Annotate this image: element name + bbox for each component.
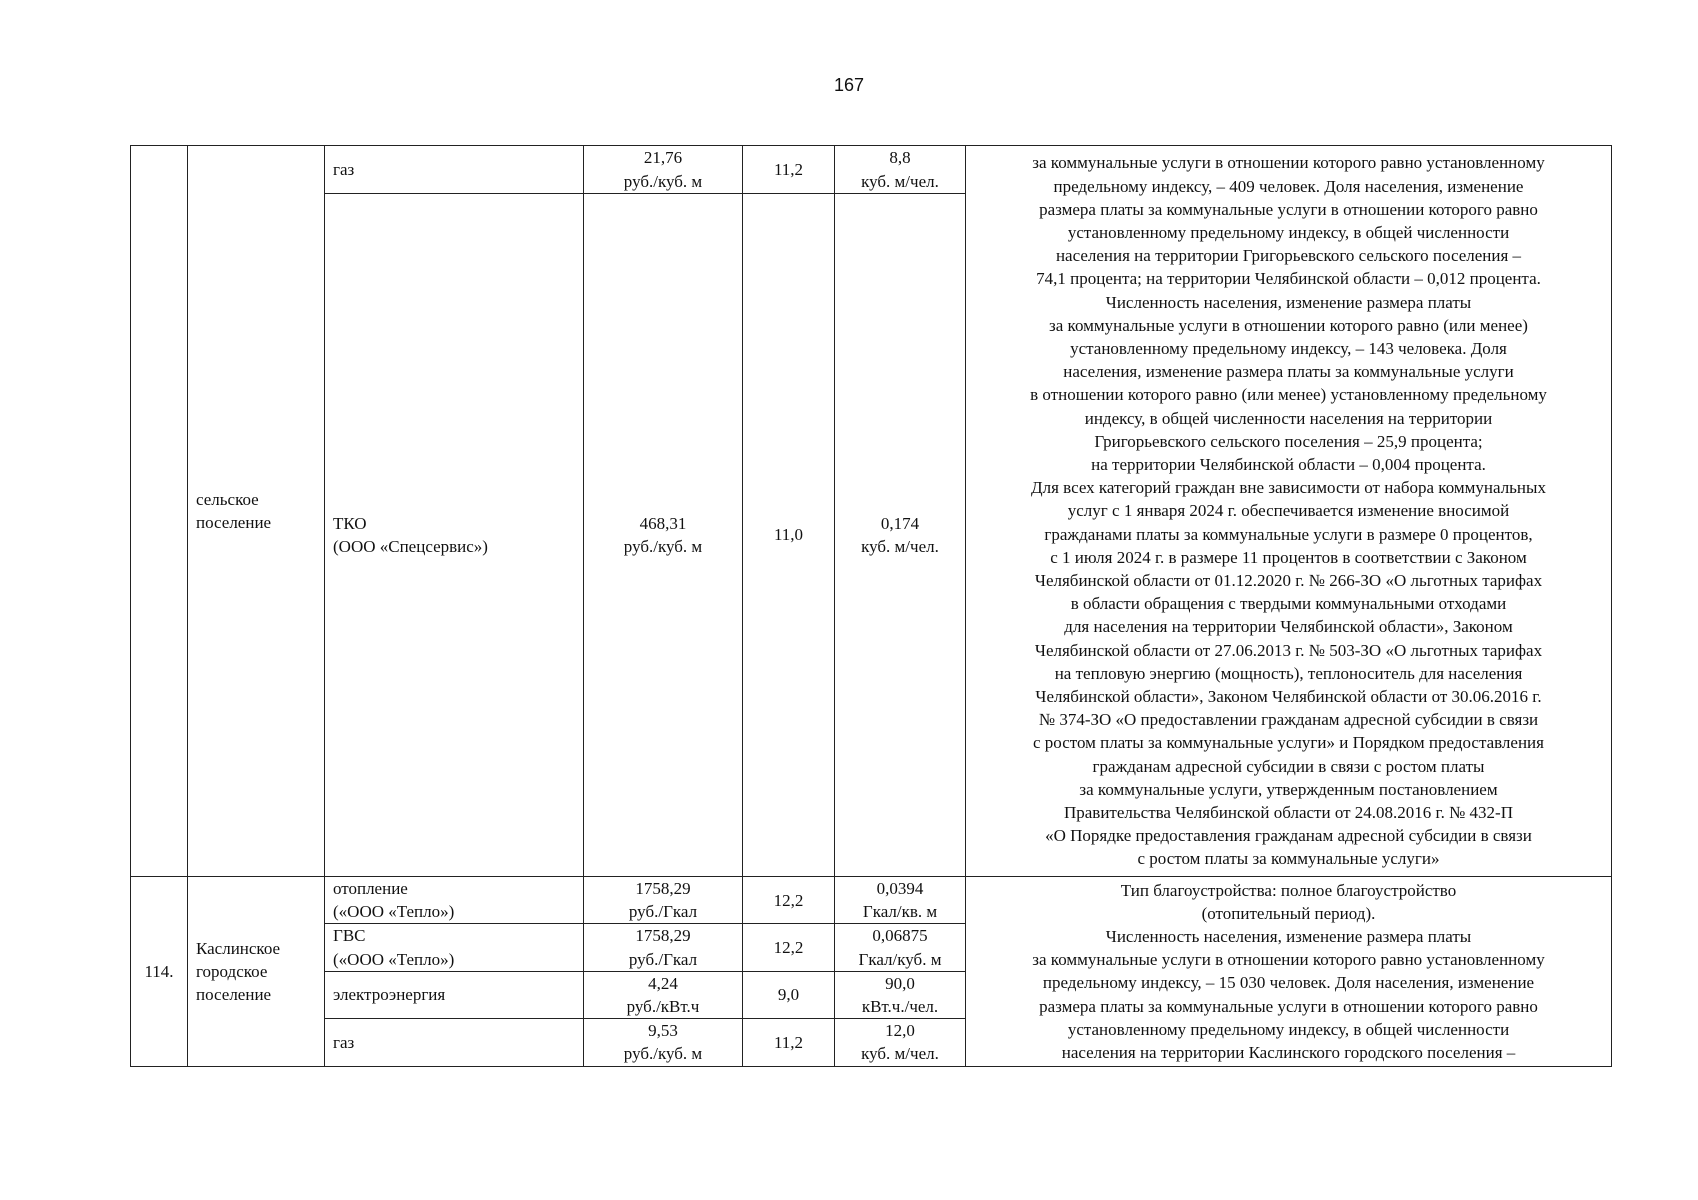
table-row bbox=[131, 146, 1612, 194]
tariff-value: руб./куб. м bbox=[623, 171, 703, 191]
note-line: Григорьевского сельского поселения – 25,9 процента; bbox=[1094, 431, 1483, 451]
tariff-value: 1758,29 bbox=[635, 879, 691, 898]
note-cell bbox=[966, 877, 1612, 1067]
volume-value: Гкал/куб. м bbox=[858, 949, 942, 969]
note-line: предельному индексу, – 15 030 человек. Доля населения, изменение bbox=[1042, 973, 1535, 993]
table-row bbox=[131, 877, 1612, 924]
service-cell bbox=[325, 194, 584, 877]
service-cell bbox=[325, 1019, 584, 1066]
tariff-value: руб./Гкал bbox=[628, 902, 698, 922]
tariff-cell bbox=[584, 194, 743, 877]
index-cell: 12,2 bbox=[743, 877, 835, 924]
note-line: с ростом платы за коммунальные услуги» bbox=[1137, 849, 1440, 869]
service-name: газ bbox=[333, 1032, 355, 1052]
service-name: электроэнергия bbox=[333, 985, 446, 1005]
volume-cell bbox=[835, 194, 966, 877]
volume-value: 0,174 bbox=[880, 513, 920, 533]
note-line: за коммунальные услуги в отношении которого равно установленному bbox=[1032, 950, 1545, 970]
service-name: («ООО «Тепло») bbox=[333, 949, 455, 969]
tariff-value: руб./Гкал bbox=[628, 949, 698, 969]
tariff-value: 468,31 bbox=[639, 513, 687, 533]
tariff-value: руб./куб. м bbox=[623, 537, 703, 556]
note-line: с ростом платы за коммунальные услуги» и Порядком предоставления bbox=[1033, 733, 1544, 753]
volume-value: 8,8 bbox=[889, 148, 911, 168]
note-line: в области обращения с твердыми коммунальными отходами bbox=[1070, 594, 1507, 614]
tariff-cell bbox=[584, 1019, 743, 1066]
note-line: за коммунальные услуги в отношении которого равно установленному bbox=[1032, 153, 1545, 173]
tariff-value: руб./куб. м bbox=[623, 1044, 703, 1064]
index-cell: 12,2 bbox=[743, 924, 835, 971]
note-line: Челябинской области от 27.06.2013 г. № 503-ЗО «О льготных тарифах bbox=[1034, 640, 1543, 660]
note-line: № 374-ЗО «О предоставлении гражданам адресной субсидии в связи bbox=[1038, 710, 1539, 730]
volume-value: куб. м/чел. bbox=[861, 537, 939, 556]
note-line: услуг с 1 января 2024 г. обеспечивается изменение вносимой bbox=[1067, 501, 1510, 521]
service-name: отопление bbox=[333, 879, 408, 898]
page-number: 167 bbox=[833, 75, 865, 95]
note-line: на тепловую энергию (мощность), теплоноситель для населения bbox=[1054, 663, 1523, 683]
service-name: ТКО bbox=[333, 513, 367, 533]
note-line: населения, изменение размера платы за коммунальные услуги bbox=[1063, 362, 1514, 382]
volume-value: куб. м/чел. bbox=[861, 171, 939, 191]
volume-cell bbox=[835, 877, 966, 924]
index-cell: 9,0 bbox=[743, 971, 835, 1018]
municipality-name: городское bbox=[196, 961, 268, 981]
service-name: ГВС bbox=[333, 926, 366, 946]
index-cell: 11,0 bbox=[743, 194, 835, 877]
note-line: Численность населения, изменение размера платы bbox=[1105, 926, 1472, 946]
volume-value: куб. м/чел. bbox=[861, 1044, 939, 1064]
note-line: гражданами платы за коммунальные услуги в размере 0 процентов, bbox=[1044, 524, 1533, 544]
note-line: с 1 июля 2024 г. в размере 11 процентов в соответствии с Законом bbox=[1050, 547, 1527, 567]
service-cell bbox=[325, 924, 584, 971]
tariff-value: руб./кВт.ч bbox=[626, 997, 700, 1017]
note-line: населения на территории Григорьевского сельского поселения – bbox=[1055, 246, 1522, 266]
note-line: установленному предельному индексу, в общей численности bbox=[1067, 1019, 1510, 1039]
municipality-name: сельское bbox=[196, 489, 259, 509]
volume-value: 0,0394 bbox=[876, 879, 924, 898]
volume-cell bbox=[835, 924, 966, 971]
note-line: (отопительный период). bbox=[1201, 903, 1376, 923]
note-line: Правительства Челябинской области от 24.08.2016 г. № 432-П bbox=[1063, 803, 1513, 823]
row-number bbox=[131, 146, 188, 877]
note-line: установленному предельному индексу, – 143 человека. Доля bbox=[1070, 338, 1507, 358]
note-line: за коммунальные услуги, утвержденным постановлением bbox=[1079, 779, 1498, 799]
note-line: Челябинской области от 01.12.2020 г. № 266-ЗО «О льготных тарифах bbox=[1034, 571, 1543, 590]
service-cell bbox=[325, 971, 584, 1018]
service-cell bbox=[325, 877, 584, 924]
note-line: «О Порядке предоставления гражданам адресной субсидии в связи bbox=[1045, 826, 1532, 846]
municipality-cell bbox=[188, 877, 325, 1067]
note-line: Челябинской области», Законом Челябинской области от 30.06.2016 г. bbox=[1035, 687, 1542, 707]
note-line: размера платы за коммунальные услуги в отношении которого равно bbox=[1039, 996, 1538, 1016]
note-line: предельному индексу, – 409 человек. Доля населения, изменение bbox=[1053, 176, 1524, 196]
note-line: в отношении которого равно (или менее) установленному предельному bbox=[1030, 385, 1547, 405]
note-line: населения на территории Каслинского городского поселения – bbox=[1061, 1042, 1516, 1062]
volume-cell bbox=[835, 1019, 966, 1066]
note-line: гражданам адресной субсидии в связи с ростом платы bbox=[1092, 756, 1485, 776]
note-line: Для всех категорий граждан вне зависимости от набора коммунальных bbox=[1031, 478, 1546, 498]
note-line: за коммунальные услуги в отношении которого равно (или менее) bbox=[1049, 315, 1528, 335]
note-line: размера платы за коммунальные услуги в отношении которого равно bbox=[1039, 199, 1538, 219]
tariff-value: 21,76 bbox=[643, 148, 683, 168]
volume-value: Гкал/кв. м bbox=[862, 902, 938, 922]
tariff-table bbox=[130, 145, 1612, 1067]
volume-cell bbox=[835, 146, 966, 194]
note-line: для населения на территории Челябинской области», Законом bbox=[1064, 617, 1513, 637]
tariff-cell bbox=[584, 924, 743, 971]
note-cell bbox=[966, 146, 1612, 877]
municipality-name: поселение bbox=[196, 984, 272, 1004]
row-number: 114. bbox=[131, 877, 188, 1067]
note-line: установленному предельному индексу, в общей численности bbox=[1067, 222, 1510, 242]
volume-cell bbox=[835, 971, 966, 1018]
tariff-cell bbox=[584, 877, 743, 924]
tariff-cell bbox=[584, 971, 743, 1018]
service-cell bbox=[325, 146, 584, 194]
volume-value: кВт.ч./чел. bbox=[861, 997, 939, 1017]
service-name: газ bbox=[333, 159, 355, 179]
volume-value: 90,0 bbox=[885, 973, 915, 993]
volume-value: 0,06875 bbox=[872, 926, 928, 946]
tariff-value: 4,24 bbox=[648, 973, 678, 993]
volume-value: 12,0 bbox=[885, 1021, 915, 1041]
index-cell: 11,2 bbox=[743, 1019, 835, 1066]
service-name: («ООО «Тепло») bbox=[333, 902, 455, 922]
municipality-name: поселение bbox=[196, 513, 272, 532]
note-line: индексу, в общей численности населения на территории bbox=[1084, 408, 1493, 428]
tariff-value: 9,53 bbox=[648, 1021, 678, 1041]
note-line: Тип благоустройства: полное благоустройство bbox=[1120, 880, 1457, 900]
note-line: на территории Челябинской области – 0,004 процента. bbox=[1091, 454, 1486, 474]
service-name: (ООО «Спецсервис») bbox=[333, 537, 488, 556]
municipality-name: Каслинское bbox=[196, 938, 281, 958]
tariff-value: 1758,29 bbox=[635, 926, 691, 946]
note-line: 74,1 процента; на территории Челябинской области – 0,012 процента. bbox=[1036, 269, 1541, 289]
index-cell: 11,2 bbox=[743, 146, 835, 194]
municipality-cell bbox=[188, 146, 325, 877]
note-line: Численность населения, изменение размера платы bbox=[1105, 292, 1472, 312]
table-body bbox=[131, 146, 1612, 1067]
tariff-cell bbox=[584, 146, 743, 194]
